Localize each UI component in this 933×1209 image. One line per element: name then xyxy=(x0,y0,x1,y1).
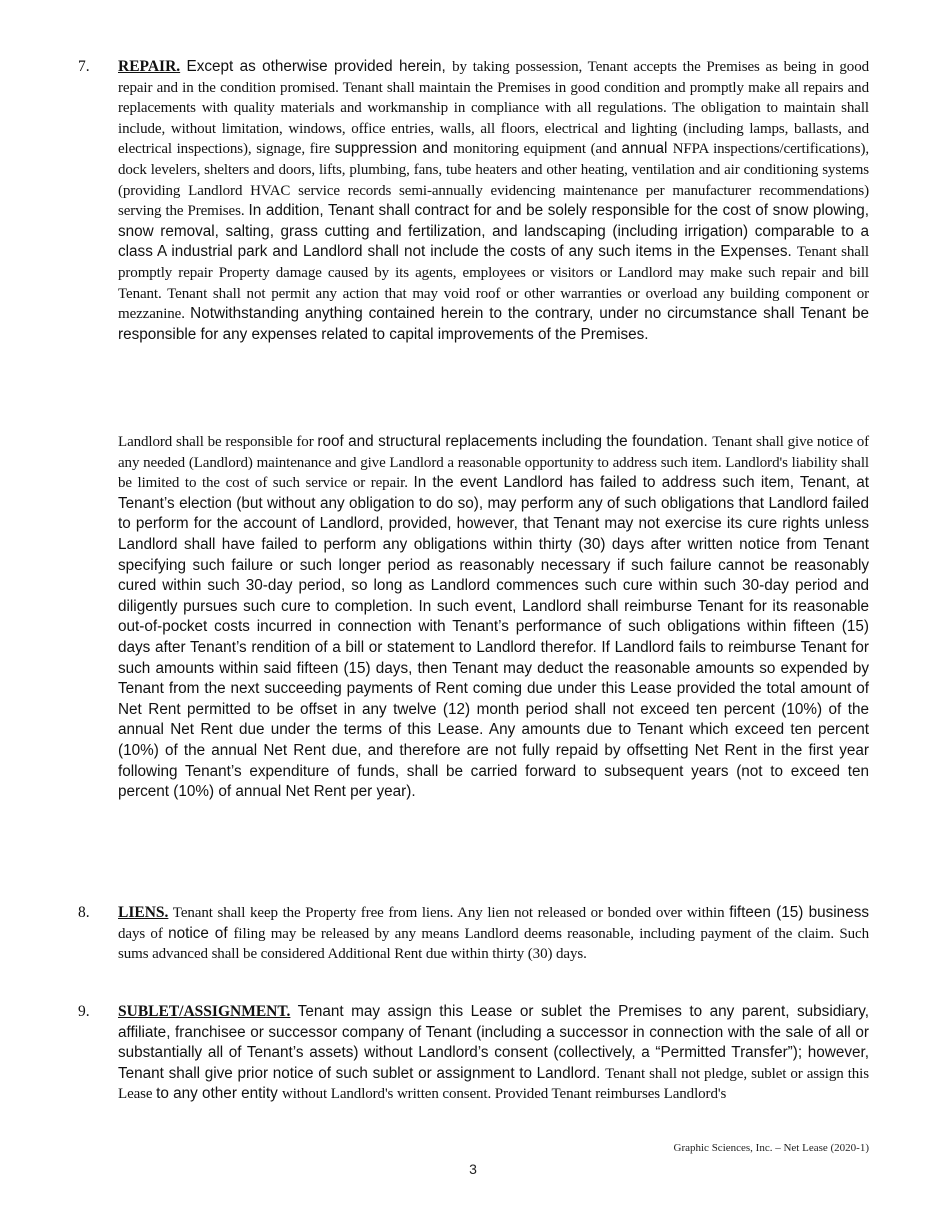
section-number: 7. xyxy=(78,58,90,75)
text-run: Landlord shall be responsible for xyxy=(118,434,318,450)
page-number: 3 xyxy=(469,1161,477,1177)
section-heading: SUBLET/ASSIGNMENT. xyxy=(118,1003,291,1020)
text-run: notice of xyxy=(168,924,234,942)
text-run: Notwithstanding anything contained herein to the contrary, under no circumstance shall Tenant be responsible for any expenses related to capital improvements of the Premises. xyxy=(118,305,869,343)
text-run: filing may be released by any means Landlord deems reasonable, including payment of the claim. Such sums advanced shall be considered Additional Rent due within thirty (30) days. xyxy=(118,925,869,963)
text-run: In addition, Tenant shall contract for and be solely responsible for the cost of snow plowing, snow removal, salting, grass cutting and fertilization, and landscaping (including irrigation) comparable to a class A industrial park and Landlord shall not include the costs of any such items in the Expenses. xyxy=(118,202,869,261)
text-run: Tenant may assign this Lease or sublet the Premises to any parent, subsidiary, affiliate, franchisee or successor company of Tenant (including a successor in connection with the sale of all or substantially all of Tenant’s assets) without Landlord’s consent (collectively, a “Permitted Transfer”); however, Tenant shall give prior notice of such sublet or assignment to Landlord. xyxy=(118,1003,869,1082)
text-run: Except as otherwise provided herein, xyxy=(180,58,453,75)
text-run: annual xyxy=(621,140,673,158)
text-run: suppression and xyxy=(334,140,454,158)
text-run: fifteen (15) business xyxy=(729,904,869,921)
text-run: days of xyxy=(118,925,169,942)
footer-document-title: Graphic Sciences, Inc. – Net Lease (2020-1) xyxy=(673,1142,869,1154)
text-run: to any other entity xyxy=(156,1085,282,1103)
section-body xyxy=(118,1002,869,1105)
section-body xyxy=(118,432,869,803)
section-heading: LIENS. xyxy=(118,904,169,921)
section-heading: REPAIR. xyxy=(118,58,181,75)
text-run: by taking possession, Tenant accepts the Premises as being in good repair and in the condition promised. Tenant shall maintain the Premises in good condition and promptly make all repairs and replacements with quality materials and workmanship in compliance with all regulations. The obligation to maintain shall include, without limitation, windows, office entries, walls, all floors, electrical and lighting (including lamps, ballasts, and electrical inspections), signage, fire xyxy=(118,59,869,158)
text-run: roof and structural replacements including the foundation. xyxy=(317,433,713,450)
text-run: Tenant shall keep the Property free from liens. Any lien not released or bonded over within xyxy=(168,905,730,921)
text-run: Tenant shall not pledge, sublet or assign this Lease xyxy=(118,1065,869,1103)
section-body xyxy=(118,57,869,345)
section-body xyxy=(118,903,869,965)
text-run: without Landlord's written consent. Provided Tenant reimburses Landlord's xyxy=(281,1086,727,1103)
section-number: 9. xyxy=(78,1003,90,1020)
text-run: Tenant shall give notice of any needed (Landlord) maintenance and give Landlord a reasonable opportunity to address such item. Landlord's liability shall be limited to the cost of such service or repair. xyxy=(118,434,869,492)
text-run: NFPA inspections/certifications), dock levelers, shelters and doors, lifts, plumbing, fans, tube heaters and other heating, ventilation and air conditioning systems (providing Landlord HVAC service records semi-annually evidencing maintenance per manufacturer recommendations) serving the Premises. xyxy=(118,141,869,220)
text-run: In the event Landlord has failed to address such item, Tenant, at Tenant’s election (but without any obligation to do so), may perform any of such obligations that Landlord failed to perform for the account of Landlord, provided, however, that Tenant may not exercise its cure rights unless Landlord shall have failed to perform any obligations within thirty (30) days after written notice from Tenant specifying such failure or such longer period as reasonably necessary if such failure cannot be reasonably cured within such 30-day period, so long as Landlord commences such cure within such 30-day period and diligently pursues such cure to completion. In such event, Landlord shall reimburse Tenant for its reasonable out-of-pocket costs incurred in connection with Tenant’s performance of such obligations within fifteen (15) days after Tenant’s rendition of a bill or statement to Landlord therefor. If Landlord fails to reimburse Tenant for such amounts within said fifteen (15) days, then Tenant may deduct the reasonable amounts so expended by Tenant from the next succeeding payments of Rent coming due under this Lease provided the total amount of Net Rent permitted to be offset in any twelve (12) month period shall not exceed ten percent (10%) of the annual Net Rent due under the terms of this Lease. Any amounts due to Tenant which exceed ten percent (10%) of the annual Net Rent due, and therefore are not fully repaid by offsetting Net Rent in the first year following Tenant’s expenditure of funds, shall be carried forward to subsequent years (not to exceed ten percent (10%) of annual Net Rent per year). xyxy=(118,474,869,801)
text-run: Tenant shall promptly repair Property damage caused by its agents, employees or visitors or Landlord may make such repair and bill Tenant. Tenant shall not permit any action that may void roof or other warranties or overload any building component or mezzanine. xyxy=(118,244,869,323)
section-number: 8. xyxy=(78,904,90,921)
text-run: monitoring equipment (and xyxy=(453,141,622,158)
